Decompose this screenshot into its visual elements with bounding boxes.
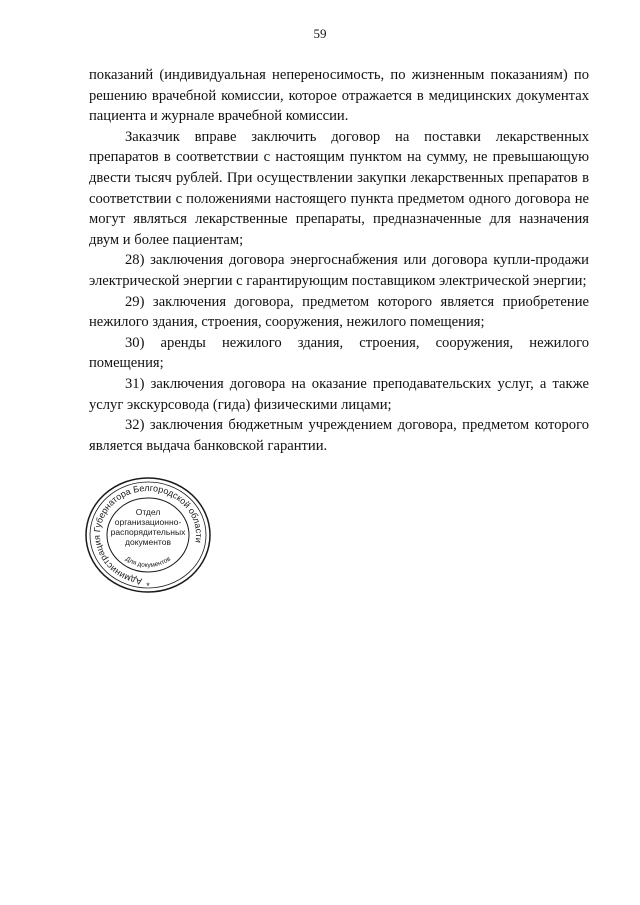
stamp-line-1: Отдел — [135, 507, 161, 517]
stamp-line-2: организационно- — [114, 517, 182, 527]
page-number: 59 — [313, 26, 327, 41]
paragraph-item-30: 30) аренды нежилого здания, строения, сооружения, нежилого помещения; — [89, 334, 589, 372]
official-stamp — [83, 475, 213, 595]
paragraph-item-32: 32) заключения бюджетным учреждением договора, предметом которого является выдача банковской гарантии. — [89, 417, 589, 454]
paragraph-item-28: 28) заключения договора энергоснабжения или договора купли-продажи электрической энергии с гарантирующим поставщиком электрической энергии; — [89, 252, 589, 289]
paragraph-customer-right: Заказчик вправе заключить договор на поставки лекарственных препаратов в соответствии с настоящим пунктом на сумму, не превышающую двести тысяч рублей. При осуществлении закупки лекарственных препаратов в соответствии с положениями настоящего пункта предметом одного договора не могут являться лекарственные препараты, предназначенные для назначения двум и более пациентам; — [89, 128, 589, 248]
star-icon: * — [146, 581, 150, 591]
stamp-line-4: документов — [125, 537, 171, 547]
paragraph-continuation: показаний (индивидуальная непереносимость, по жизненным показаниям) по решению врачебной комиссии, которое отражается в медицинских документах пациента и журнале врачебной комиссии. — [89, 67, 589, 125]
paragraph-item-31: 31) заключения договора на оказание преподавательских услуг, а также услуг экскурсовода (гида) физическими лицами; — [89, 375, 589, 413]
document-body — [89, 65, 589, 456]
stamp-outer-text: Администрация Губернатора Белгородской области — [91, 482, 205, 587]
paragraph-item-29: 29) заключения договора, предметом которого является приобретение нежилого здания, строения, сооружения, нежилого помещения; — [89, 293, 589, 331]
stamp-bottom-text: Для документов — [124, 555, 173, 570]
stamp-line-3: распорядительных — [110, 527, 186, 537]
stamp-seal — [83, 475, 213, 595]
